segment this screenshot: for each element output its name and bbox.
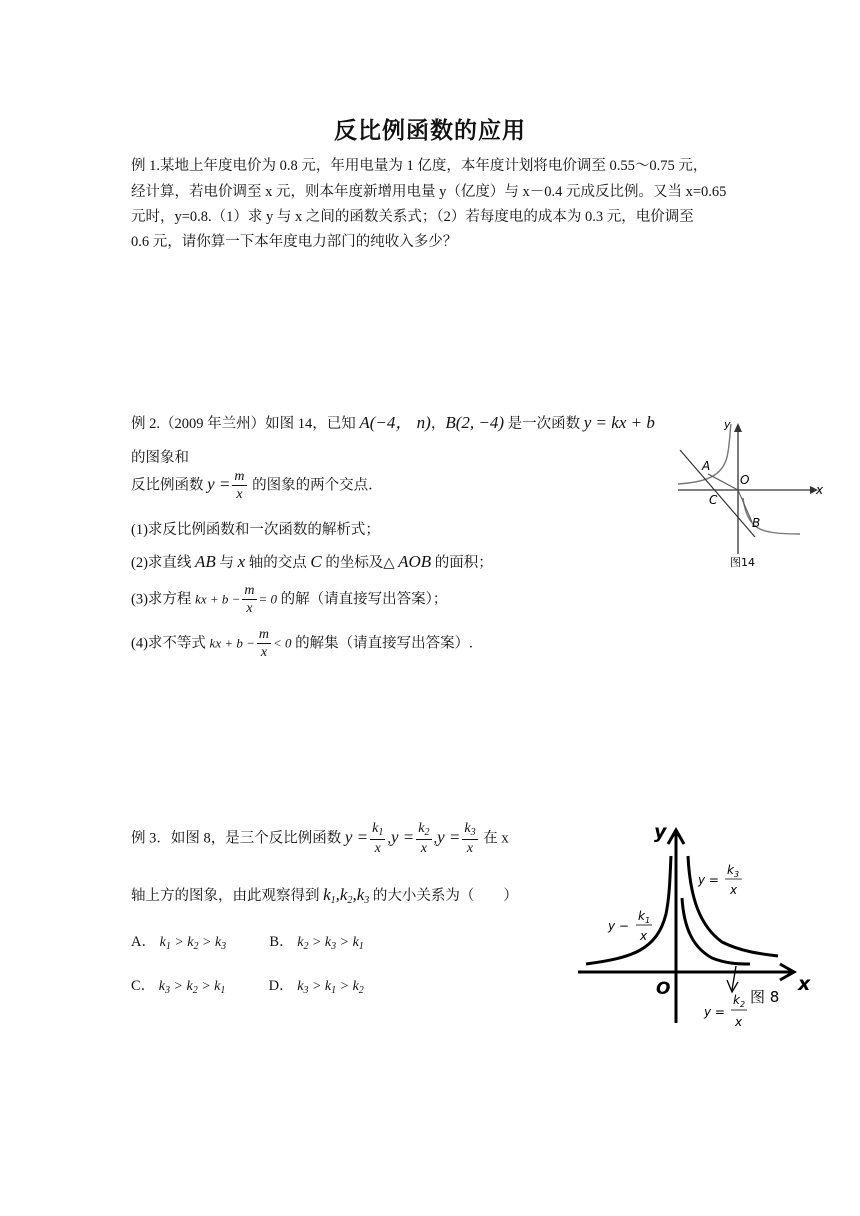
fig8-label-y: y [654,821,667,843]
fig8-k3-num [727,863,739,879]
q4-num: m [258,627,270,642]
q2-e: 的面积； [431,555,493,571]
fig8-k1-k: k [638,909,645,923]
ex3-y-eq-2: y = [391,827,415,847]
ex2-intro [131,408,655,433]
q4-a: (4)求不等式 [131,635,210,652]
ex3-intro-b: 在 x [479,830,509,847]
ex3-line2 [131,884,518,906]
ex3-k3: k [464,821,471,836]
point-b: B(2, −4) [445,413,504,432]
fig8-label-o: O [656,979,671,999]
fig14-line-ab [680,450,755,537]
ks-k3: k [356,885,365,904]
fig14-label-c: C [709,493,718,507]
fig14-label-y: y [724,418,731,431]
ex2-sep: ， [430,416,446,432]
ex2-q3 [131,584,447,616]
ex2-line3-b: 的图象的两个交点． [248,477,383,494]
fig8-k3-k: k [727,863,734,877]
ex2-q2 [131,551,493,572]
ex3-comma2: , [433,830,438,847]
q3-fraction [242,584,256,616]
q3-a: (3)求方程 [131,591,196,608]
q3-expr: kx + b − [195,591,241,607]
ex2-line3 [131,470,383,502]
q3-b: 的解（请直接写出答案）； [277,591,448,608]
figure-8 [572,818,822,1040]
opt-b-text: $k_2 > k_3 > k_1$ [297,935,364,952]
fig8-k3-yeq: y = [698,873,719,887]
frac-num: m [234,469,245,484]
q4-rel: < 0 [273,635,292,651]
opt-c-text: $k_3 > k_2 > k_1$ [158,979,226,996]
ex3-den2: x [420,841,427,856]
q2-d: 的坐标及△ [321,555,399,571]
fig14-caption: 图14 [730,556,755,569]
q3-den: x [246,601,253,616]
q2-aob: AOB [398,552,432,571]
ks-k1-sub: 1 [330,895,336,906]
fig8-curve-k2 [682,898,750,964]
ks-comma-1: , [335,885,340,904]
q2-a: (2)求直线 [131,555,196,571]
fig8-label-x: x [798,973,811,995]
fig14-label-o: O [740,473,750,487]
opt-a-text: $k_1 > k_2 > k_3$ [159,935,227,952]
ks-k1: k [323,885,331,904]
linear-function: y = kx + b [583,413,655,432]
ks-k3-sub: 3 [364,895,370,906]
ex1-line2: 经计算，若电价调至 x 元，则本年度新增用电量 y（亿度）与 x－0.4 元成反比例。又当 x=0.65 [131,184,727,200]
ex3-comma1: , [387,830,391,847]
q3-rel: = 0 [258,591,278,607]
figure-14 [670,412,830,577]
q4-expr: kx + b − [209,635,255,651]
ex3-k3-sub: 3 [470,827,476,838]
ks-k2: k [339,885,348,904]
ex1-line4: 0.6 元，请你算一下本年度电力部门的纯收入多少？ [131,234,458,250]
ks-k2-sub: 2 [347,895,353,906]
ex2-line3-a: 反比例函数 [131,477,208,494]
ex2-line2: 的图象和 [131,450,189,466]
ex1-line3: 元时，y=0.8.（1）求 y 与 x 之间的函数关系式；（2）若每度电的成本为 0.3 元，电价调至 [131,209,694,225]
fig8-k1-num [638,909,650,925]
fig8-k2-num [733,993,745,1009]
fig8-k1-yminus: y − [608,919,629,933]
fig8-k2-den: x [735,1015,743,1029]
fig14-y-arrow [734,423,742,432]
ex3-frac-k2 [416,822,431,856]
fig14-hyperbola-left [678,424,731,484]
ex3-k1-sub: 1 [378,827,384,838]
ex1-line1: 例 1.某地上年度电价为 0.8 元，年用电量为 1 亿度，本年度计划将电价调至 0.55～0.75 元， [131,158,708,174]
opt-d-text: $k_3 > k_1 > k_2$ [297,979,364,996]
ex3-line2-b: 的大小关系为（ ） [369,888,518,904]
frac-den: x [236,487,243,502]
ex3-frac-k1 [370,822,385,856]
opt-b-label: B． [269,934,294,950]
ex2-q1: (1)求反比例函数和一次函数的解析式； [131,522,380,538]
fig14-segment-ob [738,490,752,522]
q2-ab: AB [195,552,216,571]
fig8-k3-sub: 3 [733,870,740,879]
opt-a-label: A． [131,934,156,950]
fig14-label-a: A [702,459,711,473]
ex3-frac-k3 [462,822,477,856]
ks-comma-2: , [352,885,357,904]
fig8-curve-k1 [586,856,671,964]
ex3-ks [323,885,369,904]
fig14-label-x: x [816,483,824,497]
fraction-m-over-x [232,470,246,502]
point-a: A(−4， n) [359,413,431,432]
fig8-k3-den: x [730,883,738,897]
ex3-options-ab [131,930,364,952]
fig8-caption: 图 8 [750,988,780,1006]
q4-fraction [257,628,271,660]
ex3-den1: x [374,841,381,856]
ex3-intro-a: 例 3．如图 8，是三个反比例函数 [131,830,345,847]
ex2-intro-a: 例 2.（2009 年兰州）如图 14，已知 [131,416,360,432]
fig8-k1-den: x [640,929,648,943]
fig8-k2-yeq: y = [704,1005,725,1019]
fig8-k1-sub: 1 [644,916,651,925]
ex2-intro-b: 是一次函数 [504,416,584,432]
ex3-den3: x [466,841,474,856]
ex3-line2-a: 轴上方的图象，由此观察得到 [131,888,324,904]
ex2-q4 [131,628,473,660]
fig8-k2-sub: 2 [739,1000,746,1009]
q2-point-c: C [310,552,322,571]
q2-c: 轴的交点 [245,555,311,571]
q2-x: x [237,552,246,571]
ex3-options-cd [131,974,364,996]
ex3-k2: k [418,821,425,836]
ex3-k1: k [372,821,379,836]
opt-d-label: D． [268,978,294,994]
fig8-k2-k: k [733,993,740,1007]
q4-den: x [260,645,268,660]
ex3-k2-sub: 2 [424,827,430,838]
q3-num: m [244,583,255,598]
opt-c-label: C． [131,978,156,994]
page-title: 反比例函数的应用 [334,118,526,144]
ex3-intro [131,822,509,856]
fig14-label-b: B [752,516,761,530]
ex3-y-eq-1: y = [344,827,369,847]
q2-b: 与 [215,555,238,571]
y-equals: y = [207,474,231,494]
ex3-y-eq-3: y = [437,827,461,847]
q4-b: 的解集（请直接写出答案）. [291,635,473,652]
